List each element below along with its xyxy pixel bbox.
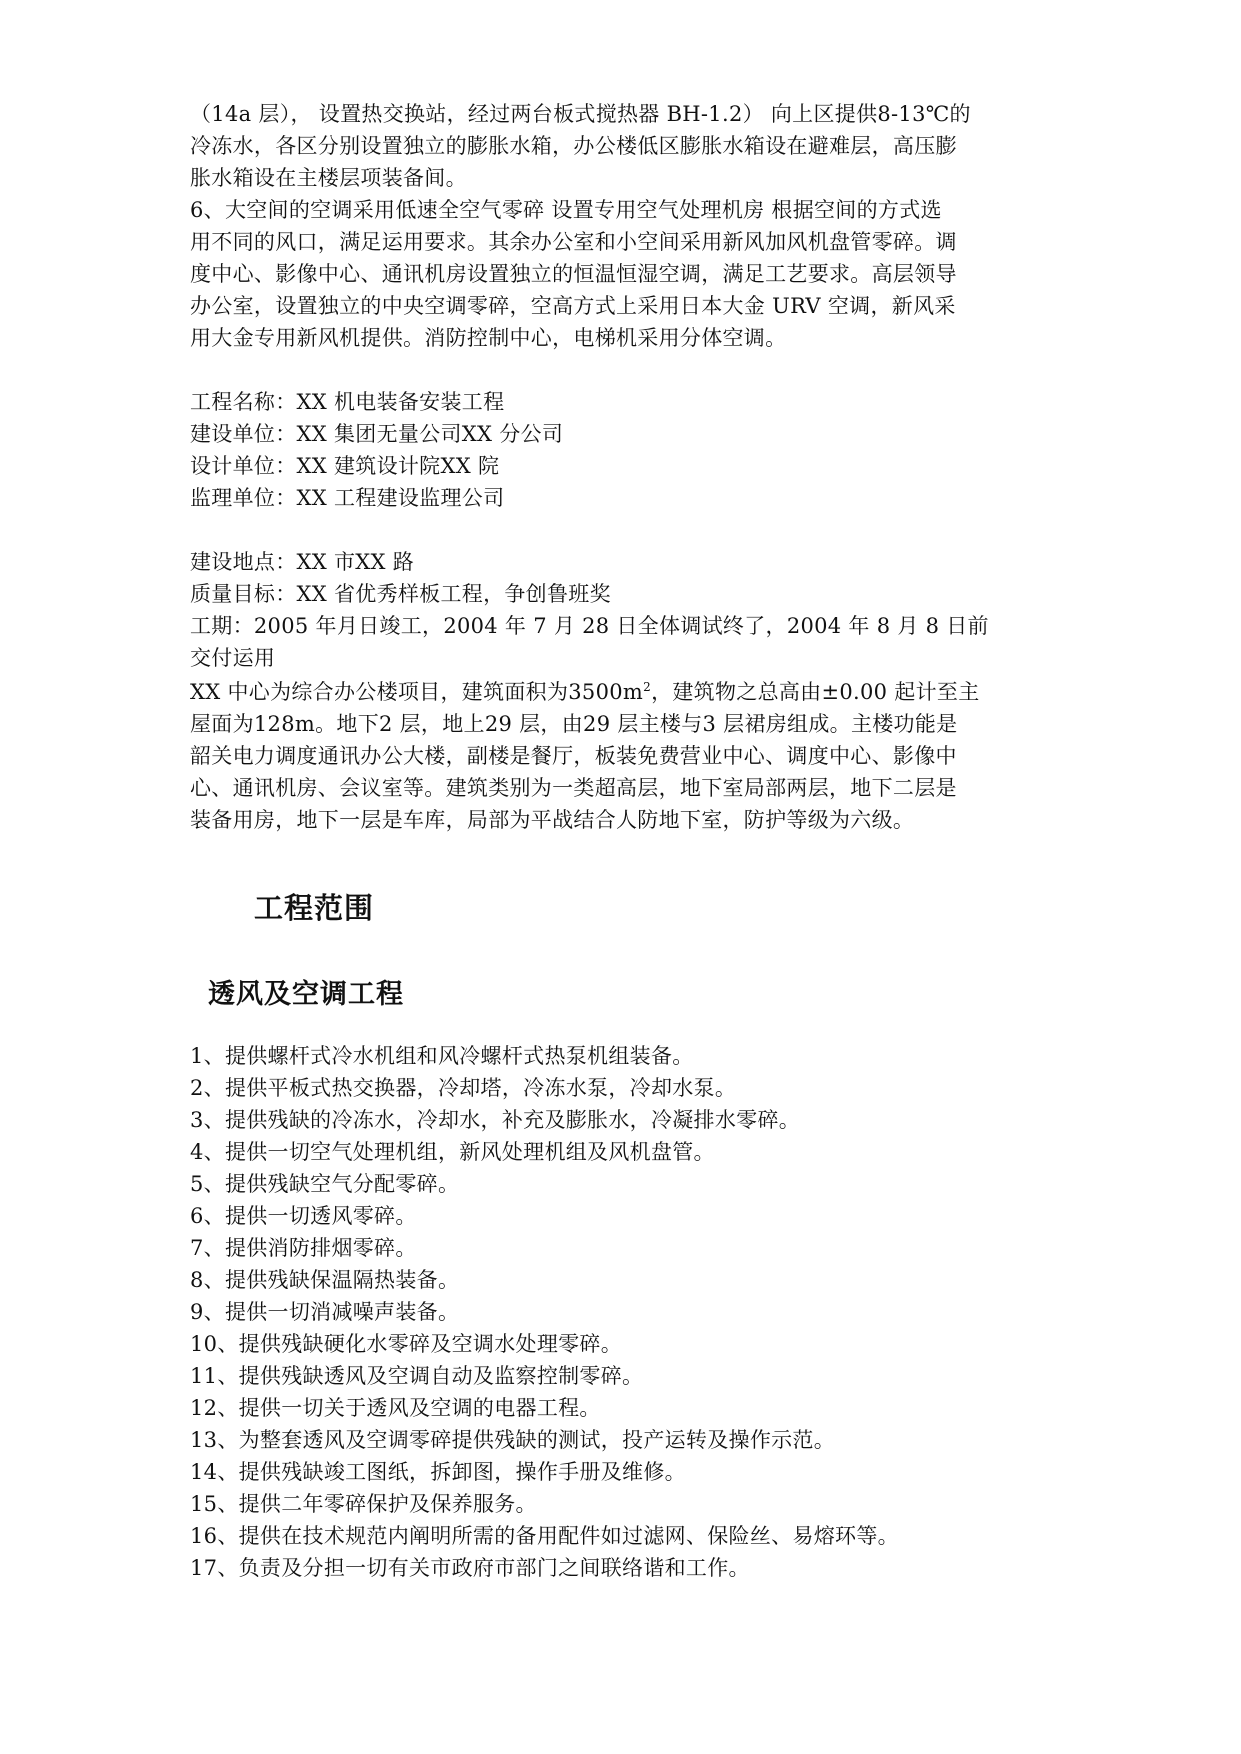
scope-item-8: 8、提供残缺保温隔热装备。 — [190, 1268, 460, 1292]
scope-item-5: 5、提供残缺空气分配零碎。 — [190, 1172, 460, 1196]
scope-item-10: 10、提供残缺硬化水零碎及空调水处理零碎。 — [190, 1332, 623, 1356]
intro-line-6: 度中心、影像中心、通讯机房设置独立的恒温恒湿空调，满足工艺要求。高层领导 — [190, 262, 957, 286]
design-unit: 设计单位：XX 建筑设计院XX 院 — [190, 454, 500, 478]
scope-item-7: 7、提供消防排烟零碎。 — [190, 1236, 417, 1260]
supervision-unit: 监理单位：XX 工程建设监理公司 — [190, 486, 505, 510]
intro-line-4: 6、大空间的空调采用低速全空气零碎 设置专用空气处理机房 根据空间的方式选 — [190, 198, 942, 222]
quality-target: 质量目标：XX 省优秀样板工程，争创鲁班奖 — [190, 582, 611, 606]
project-name: 工程名称：XX 机电装备安装工程 — [190, 390, 505, 414]
overview-line-1-b: ，建筑物之总高由±0.00 起计至主 — [651, 680, 980, 704]
intro-line-8: 用大金专用新风机提供。消防控制中心，电梯机采用分体空调。 — [190, 326, 787, 350]
intro-line-3: 胀水箱设在主楼层项装备间。 — [190, 166, 467, 190]
scope-item-13: 13、为整套透风及空调零碎提供残缺的测试，投产运转及操作示范。 — [190, 1428, 836, 1452]
schedule-line-1: 工期：2005 年月日竣工，2004 年 7 月 28 日全体调试终了，2004 年 8 月 8 日前 — [190, 614, 989, 638]
scope-item-2: 2、提供平板式热交换器，冷却塔，冷冻水泵，冷却水泵。 — [190, 1076, 737, 1100]
overview-line-3: 韶关电力调度通讯办公大楼，副楼是餐厅，板装免费营业中心、调度中心、影像中 — [190, 744, 957, 768]
scope-item-3: 3、提供残缺的冷冻水，冷却水，补充及膨胀水，冷凝排水零碎。 — [190, 1108, 801, 1132]
hvac-heading: 透风及空调工程 — [208, 979, 404, 1010]
scope-item-14: 14、提供残缺竣工图纸，拆卸图，操作手册及维修。 — [190, 1460, 686, 1484]
scope-item-12: 12、提供一切关于透风及空调的电器工程。 — [190, 1396, 601, 1420]
overview-line-1-a: XX 中心为综合办公楼项目，建筑面积为3500m — [190, 680, 644, 704]
scope-item-4: 4、提供一切空气处理机组，新风处理机组及风机盘管。 — [190, 1140, 715, 1164]
scope-item-6: 6、提供一切透风零碎。 — [190, 1204, 417, 1228]
overview-line-5: 装备用房，地下一层是车库，局部为平战结合人防地下室，防护等级为六级。 — [190, 808, 915, 832]
scope-item-16: 16、提供在技术规范内阐明所需的备用配件如过滤网、保险丝、易熔环等。 — [190, 1524, 899, 1548]
intro-line-5: 用不同的风口，满足运用要求。其余办公室和小空间采用新风加风机盘管零碎。调 — [190, 230, 957, 254]
overview-line-4: 心、通讯机房、会议室等。建筑类别为一类超高层，地下室局部两层，地下二层是 — [190, 776, 957, 800]
scope-item-15: 15、提供二年零碎保护及保养服务。 — [190, 1492, 537, 1516]
intro-line-1: （14a 层）， 设置热交换站，经过两台板式搅热器 BH-1.2） 向上区提供8-13℃的 — [190, 102, 971, 126]
construction-site: 建设地点：XX 市XX 路 — [190, 550, 415, 574]
scope-heading: 工程范围 — [254, 891, 375, 925]
scope-item-11: 11、提供残缺透风及空调自动及监察控制零碎。 — [190, 1364, 644, 1388]
scope-item-9: 9、提供一切消减噪声装备。 — [190, 1300, 460, 1324]
intro-line-7: 办公室，设置独立的中央空调零碎，空高方式上采用日本大金 URV 空调，新风采 — [190, 294, 956, 318]
scope-item-1: 1、提供螺杆式冷水机组和风冷螺杆式热泵机组装备。 — [190, 1044, 694, 1068]
schedule-line-2: 交付运用 — [190, 646, 276, 670]
area-superscript: 2 — [643, 680, 652, 694]
overview-line-2: 屋面为128m。地下2 层，地上29 层，由29 层主楼与3 层裙房组成。主楼功能是 — [190, 712, 958, 736]
intro-line-2: 冷冻水，各区分别设置独立的膨胀水箱，办公楼低区膨胀水箱设在避难层，高压膨 — [190, 134, 957, 158]
scope-item-17: 17、负责及分担一切有关市政府市部门之间联络谐和工作。 — [190, 1556, 750, 1580]
construction-unit: 建设单位：XX 集团无量公司XX 分公司 — [190, 422, 564, 446]
overview-line-1 — [190, 676, 980, 708]
